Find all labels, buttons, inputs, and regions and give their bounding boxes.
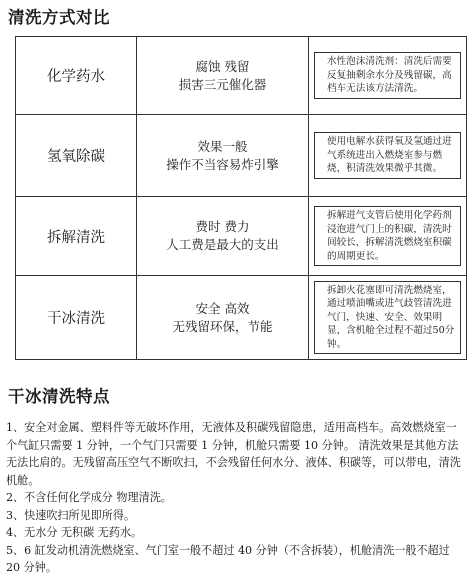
- detail-text: 拆解进气支管后使用化学药剂浸泡进气门上的积碳，清洗时间较长，拆解清洗燃烧室积碳的周期更长。: [314, 206, 461, 266]
- effect-line: 损害三元催化器: [178, 76, 267, 92]
- table-row: [16, 115, 467, 197]
- detail-text: 使用电解水获得氧及氢通过进气系统进出入燃烧室参与燃烧，积清洗效果微乎其微。: [314, 132, 461, 179]
- detail-cell: [309, 37, 467, 115]
- effect-line: 安全 高效: [195, 300, 250, 316]
- effect-line: 操作不当容易炸引擎: [166, 156, 279, 172]
- detail-cell: [309, 276, 467, 360]
- features-list: [6, 419, 464, 577]
- feature-item: 1、安全对金属、塑料件等无破坏作用，无液体及积碳残留隐患，适用高档车。高效燃烧室一个气缸只需要 1 分钟，一个气门只需要 1 分钟，机舱只需要 10 分钟。 清洗效果是其他方法无法比肩的。无残留高压空气不断吹扫，不会残留任何水分、液体、积碳等，可以带电，清洗机舱。: [6, 421, 461, 487]
- effect-cell: [137, 37, 309, 115]
- features-title: 干冰清洗特点: [8, 387, 110, 406]
- effect-cell: [137, 115, 309, 197]
- detail-text: 拆卸火花塞即可清洗燃烧室，通过喷油嘴或进气歧管清洗进气门，快速、安全、效果明显，含机舱全过程不超过50分钟。: [314, 281, 461, 355]
- detail-cell: [309, 197, 467, 276]
- effect-line: 人工费是最大的支出: [166, 237, 279, 252]
- method-cell: 氢氧除碳: [16, 115, 137, 197]
- feature-item: 4、无水分 无积碳 无药水。: [6, 526, 143, 539]
- table-row: [16, 276, 467, 360]
- feature-item: 3、快速吹扫所见即所得。: [6, 508, 136, 522]
- effect-line: 腐蚀 残留: [195, 58, 250, 74]
- effect-cell: [137, 197, 309, 276]
- effect-line: 无残留环保，节能: [172, 318, 273, 334]
- feature-item: 2、不含任何化学成分 物理清洗。: [6, 491, 172, 504]
- method-cell: 干冰清洗: [16, 276, 137, 360]
- comparison-title: 清洗方式对比: [8, 8, 110, 27]
- detail-cell: [309, 115, 467, 197]
- method-cell: 拆解清洗: [16, 197, 137, 276]
- detail-text: 水性泡沫清洗剂：清洗后需要反复抽剩余水分及残留碳，高档车无法该方法清洗。: [314, 52, 461, 99]
- comparison-table: [15, 36, 467, 360]
- table-row: [16, 197, 467, 276]
- method-cell: 化学药水: [16, 37, 137, 115]
- feature-item: 5、6 缸发动机清洗燃烧室、气门室一般不超过 40 分钟（不含拆装），机舱清洗一般不超过 20 分钟。: [6, 543, 450, 574]
- effect-line: 效果一般: [197, 138, 248, 154]
- table-row: [16, 37, 467, 115]
- effect-line: 费时 费力: [195, 219, 250, 234]
- effect-cell: [137, 276, 309, 360]
